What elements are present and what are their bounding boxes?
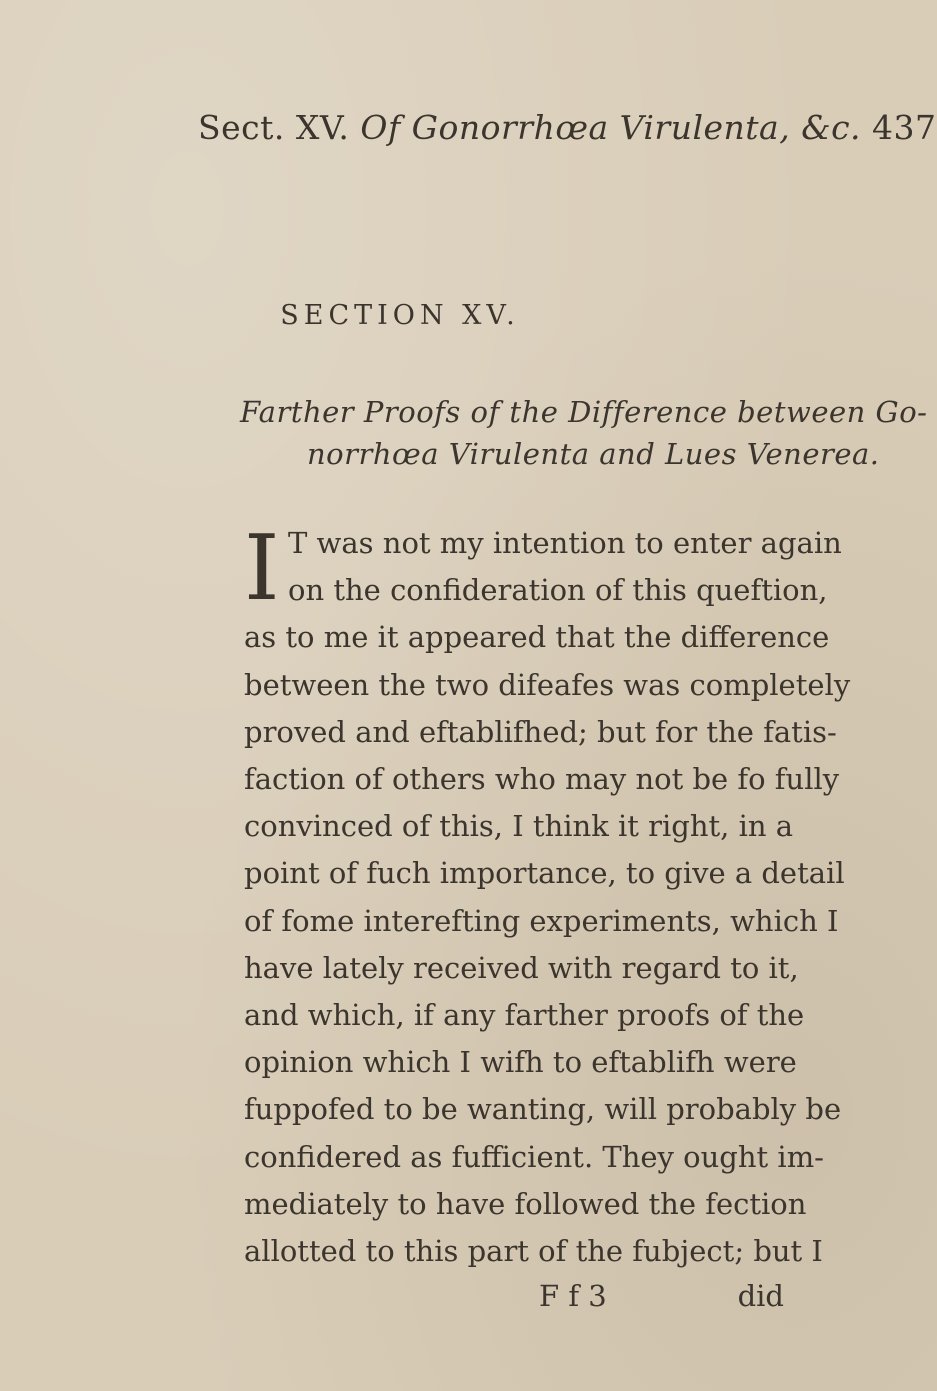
section-subtitle bbox=[240, 391, 928, 475]
catchword: did bbox=[737, 1279, 784, 1313]
body-line: T was not my intention to enter again bbox=[288, 526, 842, 560]
subtitle-line-1: Farther Proofs of the Difference between Go- bbox=[240, 395, 928, 429]
body-line: fuppofed to be wanting, will probably be bbox=[244, 1092, 842, 1127]
body-line: have lately received with regard to it, bbox=[244, 950, 799, 985]
body-line: on the confideration of this queftion, bbox=[288, 573, 828, 608]
body-line: opinion which I wifh to eftablifh were bbox=[244, 1045, 797, 1080]
drop-cap: I bbox=[244, 516, 280, 621]
page-number: 437 bbox=[872, 108, 937, 147]
body-line: as to me it appeared that the difference bbox=[244, 620, 830, 655]
subtitle-line-2: norrhœa Virulenta and Lues Venerea. bbox=[307, 437, 880, 471]
running-head bbox=[198, 108, 937, 147]
body-line: between the two difeafes was completely bbox=[244, 667, 851, 702]
body-line: of fome interefting experiments, which I bbox=[244, 903, 839, 938]
section-heading: SECTION XV. bbox=[280, 300, 520, 331]
body-line: proved and eftablifhed; but for the fatis- bbox=[244, 714, 837, 749]
running-head-section: Sect. XV. bbox=[198, 108, 350, 147]
body-line: convinced of this, I think it right, in a bbox=[244, 809, 794, 844]
body-line: point of fuch importance, to give a detail bbox=[244, 856, 845, 891]
body-line: confidered as fufficient. They ought im- bbox=[244, 1139, 824, 1174]
body-text bbox=[244, 516, 851, 1275]
body-line: faction of others who may not be fo fully bbox=[244, 762, 840, 797]
body-line: mediately to have followed the fection bbox=[244, 1186, 807, 1221]
signature-mark: F f 3 bbox=[539, 1279, 607, 1313]
body-line: and which, if any farther proofs of the bbox=[244, 998, 805, 1033]
body-line: allotted to this part of the fubject; but I bbox=[244, 1234, 823, 1269]
running-head-title: Of Gonorrhœa Virulenta, &c. bbox=[360, 108, 862, 147]
